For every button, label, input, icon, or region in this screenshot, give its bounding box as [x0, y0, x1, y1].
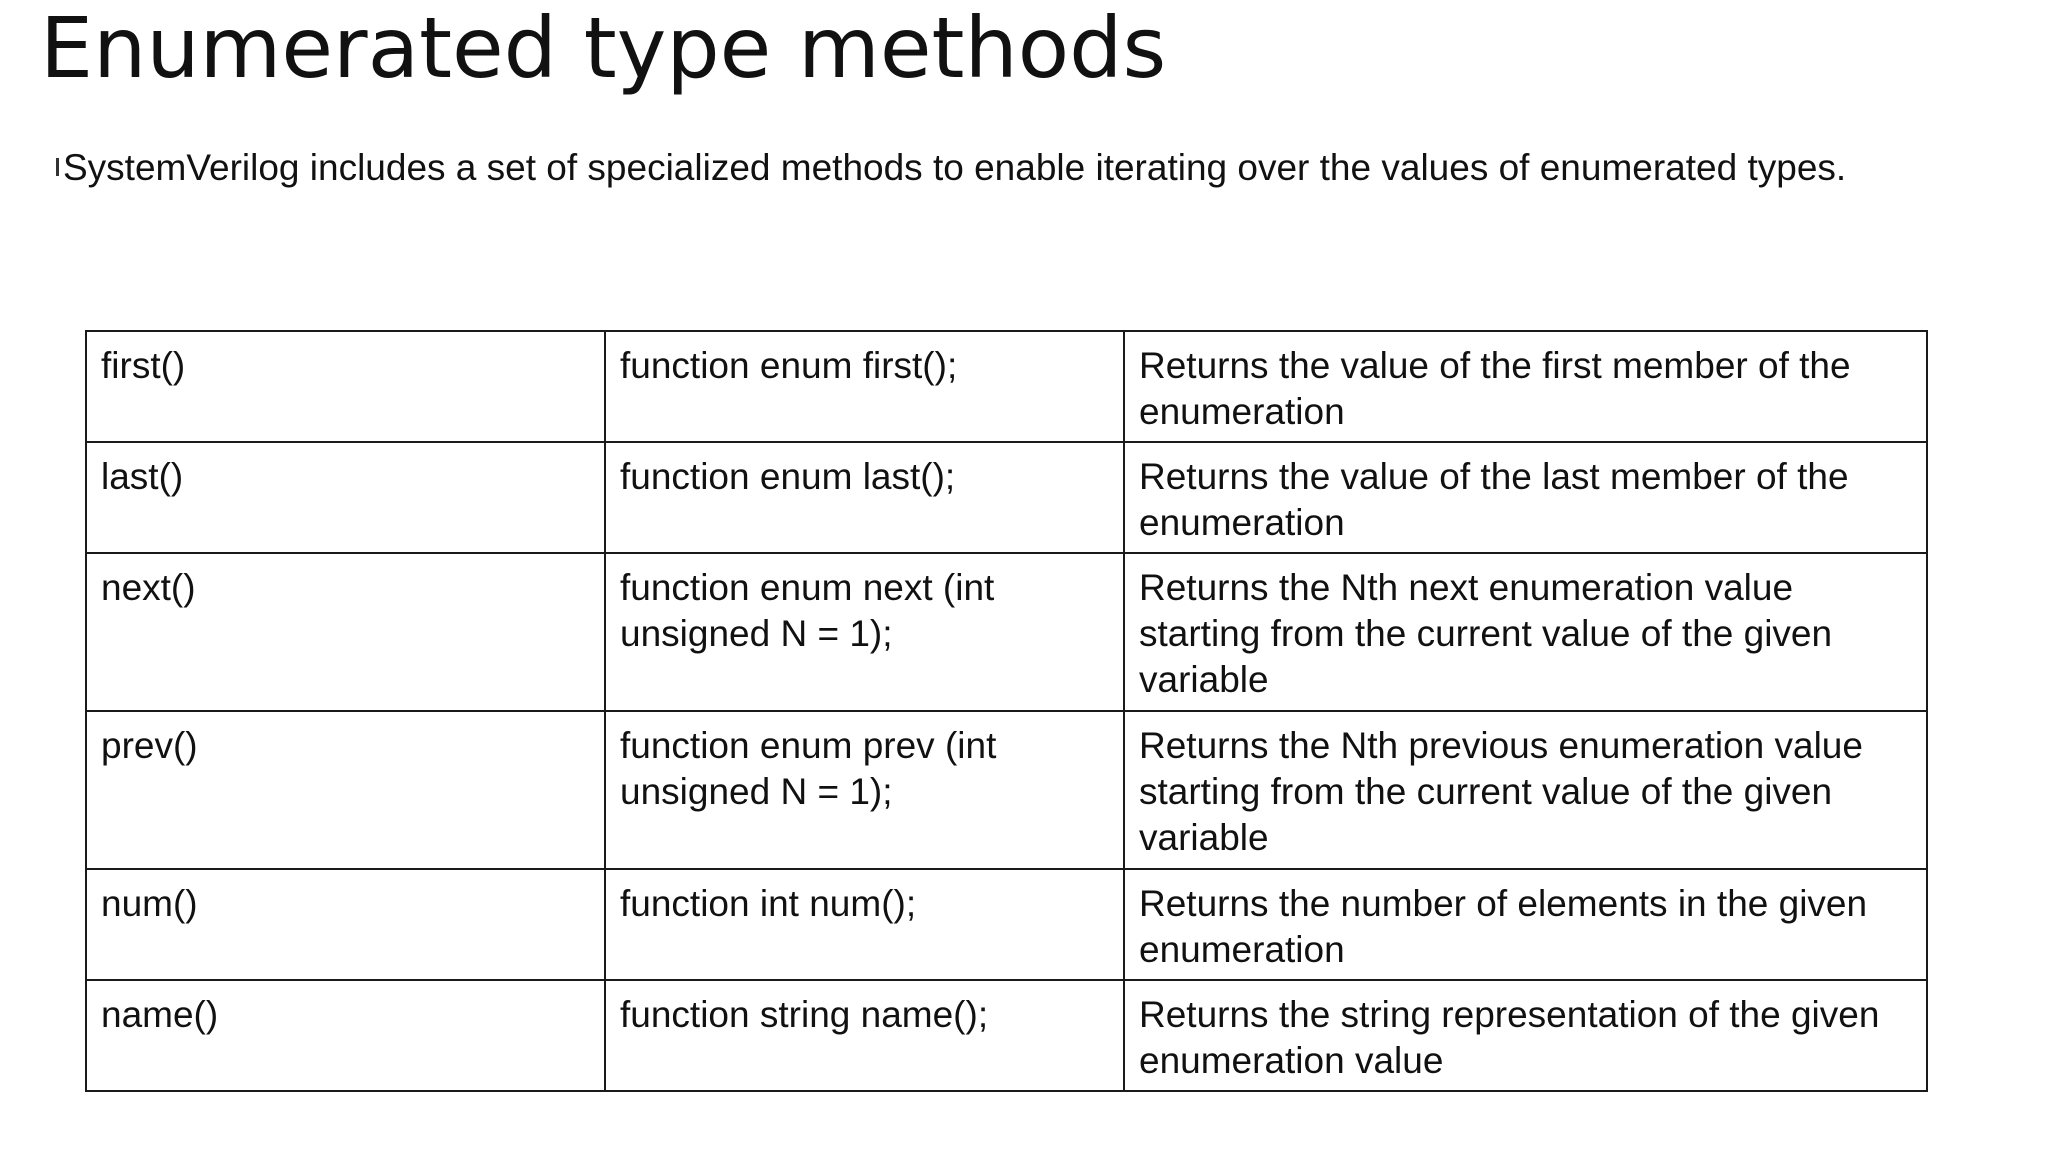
table-row	[86, 711, 1927, 869]
table-row	[86, 331, 1927, 442]
intro-paragraph	[56, 146, 2016, 190]
method-signature-cell: function string name();	[605, 980, 1124, 1091]
method-signature-cell: function enum first();	[605, 331, 1124, 442]
method-signature-cell: function enum next (int unsigned N = 1);	[605, 553, 1124, 711]
method-description-cell: Returns the value of the first member of the enumeration	[1124, 331, 1927, 442]
method-signature-cell: function enum last();	[605, 442, 1124, 553]
method-description-cell: Returns the Nth next enumeration value starting from the current value of the given variable	[1124, 553, 1927, 711]
method-name-cell: first()	[86, 331, 605, 442]
method-name-cell: num()	[86, 869, 605, 980]
method-name-cell: last()	[86, 442, 605, 553]
method-signature-cell: function enum prev (int unsigned N = 1);	[605, 711, 1124, 869]
table-row	[86, 980, 1927, 1091]
table-row	[86, 869, 1927, 980]
method-description-cell: Returns the Nth previous enumeration value starting from the current value of the given variable	[1124, 711, 1927, 869]
bullet-marker	[56, 158, 59, 176]
method-name-cell: name()	[86, 980, 605, 1091]
table-row	[86, 553, 1927, 711]
method-signature-cell: function int num();	[605, 869, 1124, 980]
methods-table	[85, 330, 1928, 1092]
slide-title: Enumerated type methods	[40, 0, 1167, 97]
intro-text: SystemVerilog includes a set of specialized methods to enable iterating over the values of enumerated types.	[63, 147, 1847, 188]
table-row	[86, 442, 1927, 553]
method-description-cell: Returns the number of elements in the given enumeration	[1124, 869, 1927, 980]
method-name-cell: next()	[86, 553, 605, 711]
method-name-cell: prev()	[86, 711, 605, 869]
method-description-cell: Returns the string representation of the given enumeration value	[1124, 980, 1927, 1091]
method-description-cell: Returns the value of the last member of the enumeration	[1124, 442, 1927, 553]
